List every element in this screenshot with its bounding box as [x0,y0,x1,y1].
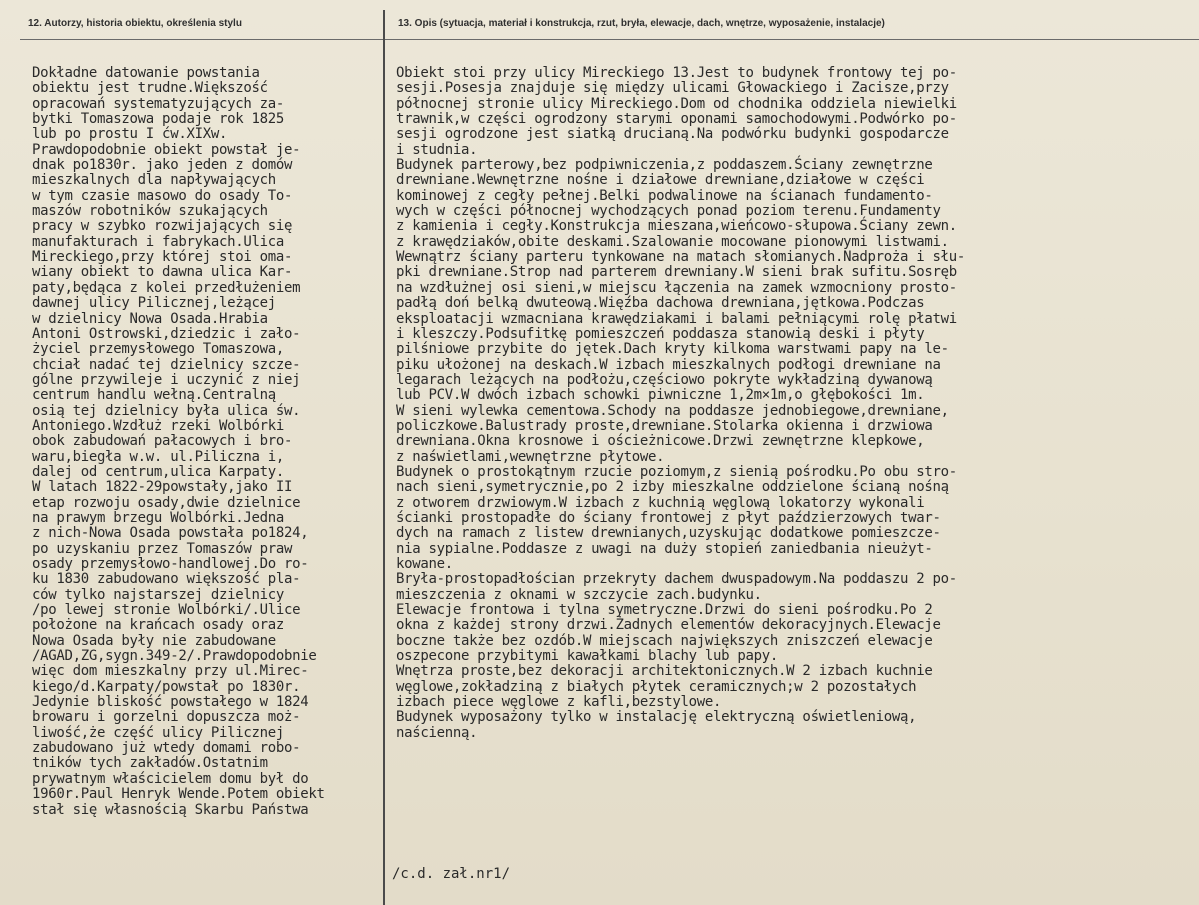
history-text-line: w dzielnicy Nowa Osada.Hrabia [32,310,268,327]
history-text-line: etap rozwoju osady,dwie dzielnice [32,494,301,511]
history-text-line: życiel przemysłowego Tomaszowa, [32,341,284,358]
history-text-line: obiektu jest trudne.Większość [32,80,268,97]
history-text-line: osią tej dzielnicy była ulica św. [32,402,301,419]
history-column [32,66,390,818]
description-text-line: padłą doń belką dwuteową.Więźba dachowa drewniana,jętkowa.Podczas [396,295,925,312]
history-text-line: Dokładne datowanie powstania [32,65,260,81]
description-text-line: Bryła-prostopadłościan przekryty dachem dwuspadowym.Na poddaszu 2 po- [396,571,957,588]
history-text-line: Antoniego.Wzdłuż rzeki Wolbórki [32,417,284,434]
history-text-line: tników tych zakładów.Ostatnim [32,755,268,772]
description-text-line: kominowej z cegły pełnej.Belki podwalinowe na ścianach fundamento- [396,187,933,204]
history-text-line: dawnej ulicy Pilicznej,leżącej [32,295,276,312]
description-text-line: północnej stronie ulicy Mireckiego.Dom od chodnika oddziela niewielki [396,95,957,112]
section-12-header: 12. Autorzy, historia obiektu, określenia stylu [28,18,242,29]
description-text-line: naścienną. [396,724,478,741]
history-text-line: po uzyskaniu przez Tomaszów praw [32,540,293,557]
description-text-line: z kamienia i cegły.Konstrukcja mieszana,wieńcowo-słupowa.Ściany zewn. [396,218,957,235]
history-text-line: /po lewej stronie Wolbórki/.Ulice [32,602,301,619]
description-text-line: oszpecone przybitymi kawałkami blachy lub papy. [396,648,779,665]
description-text-line: Wewnątrz ściany parteru tynkowane na matach słomianych.Nadproża i słu- [396,249,966,266]
history-text-line: Prawdopodobnie obiekt powstał je- [32,141,301,158]
description-text-line: legarach leżących na podłożu,częściowo pokryte wykładziną dywanową [396,371,933,388]
description-text-line: kowane. [396,556,453,572]
history-text-line: lub po prostu I ćw.XIXw. [32,126,228,143]
history-text-line: obok zabudowań pałacowych i bro- [32,433,293,450]
history-text-line: chciał nadać tej dzielnicy szcze- [32,356,301,373]
description-text-line: Budynek wyposażony tylko w instalację elektryczną oświetleniową, [396,709,917,726]
description-text-line: z krawędziaków,obite deskami.Szalowanie mocowane pionowymi listwami. [396,233,949,250]
history-text-line: gólne przywileje i uczynić z niej [32,371,301,388]
history-text-line: centrum handlu wełną.Centralną [32,387,276,404]
description-text-line: z naświetlami,wewnętrzne płytowe. [396,448,665,465]
description-text-line: z otworem drzwiowym.W izbach z kuchnią węglową lokatorzy wykonali [396,494,925,511]
description-text-line: W sieni wylewka cementowa.Schody na poddasze jednobiegowe,drewniane, [396,402,949,419]
description-text-line: węglowe,zokładziną z białych płytek ceramicznych;w 2 pozostałych [396,678,917,695]
description-text-line: na wzdłużnej osi sieni,w miejscu łączenia na zamek wzmocniony prosto- [396,279,957,296]
history-text-line: wiany obiekt to dawna ulica Kar- [32,264,293,281]
description-text-line: lub PCV.W dwóch izbach schowki piwniczne 1,2m×1m,o głębokości 1m. [396,387,925,404]
description-column [396,66,1196,741]
history-text-line: W latach 1822-29powstały,jako II [32,479,293,496]
history-text-line: paty,będąca z kolei przedłużeniem [32,279,301,296]
history-text-line: dalej od centrum,ulica Karpaty. [32,463,284,480]
history-text-line: ców tylko najstarszej dzielnicy [32,586,284,603]
description-text-line: sesji.Posesja znajduje się między ulicami Głowackiego i Zacisze,przy [396,80,949,97]
history-text-line: waru,biegła w.w. ul.Piliczna i, [32,448,284,465]
description-text-line: sesji ogrodzone jest siatką drucianą.Na podwórku budynki gospodarcze [396,126,949,143]
description-text-line: pilśniowe przybite do jętek.Dach kryty kilkoma warstwami papy na le- [396,341,949,358]
description-text-line: Budynek parterowy,bez podpiwniczenia,z poddaszem.Ściany zewnętrzne [396,157,933,174]
history-text-line: Nowa Osada były nie zabudowane [32,632,276,649]
description-text-line: trawnik,w części ogrodzony starymi oponami samochodowymi.Podwórko po- [396,111,957,128]
history-text-line: /AGAD,ZG,sygn.349-2/.Prawdopodobnie [32,648,317,665]
description-text-line: i studnia. [396,141,478,158]
history-text-line: stał się własnością Skarbu Państwa [32,801,309,818]
history-text-line: więc dom mieszkalny przy ul.Mirec- [32,663,309,680]
description-text-line: drewniana.Okna krosnowe i ościeżnicowe.Drzwi zewnętrzne klepkowe, [396,433,925,450]
history-text-line: 1960r.Paul Henryk Wende.Potem obiekt [32,786,325,803]
history-text-line: opracowań systematyzujących za- [32,95,284,112]
history-text-line: liwość,że część ulicy Pilicznej [32,724,284,741]
description-text-line: Elewacje frontowa i tylna symetryczne.Drzwi do sieni pośrodku.Po 2 [396,602,933,619]
description-text-line: nia sypialne.Poddasze z uwagi na duży stopień zaniedbania nieużyt- [396,540,933,557]
description-text-line: drewniane.Wewnętrzne nośne i działowe drewniane,działowe w części [396,172,925,189]
description-text-line: Wnętrza proste,bez dekoracji architektonicznych.W 2 izbach kuchnie [396,663,933,680]
description-text-line: eksploatacji wzmacniana krawędziakami i balami pełniącymi rolę płatwi [396,310,957,327]
history-text-line: maszów robotników szukających [32,203,268,220]
description-text-line: nach sieni,symetrycznie,po 2 izby mieszkalne oddzielone ścianą nośną [396,479,949,496]
history-text-line: mieszkalnych dla napływających [32,172,276,189]
history-text-line: ku 1830 zabudowano większość pla- [32,571,301,588]
description-text-line: piku ułożonej na deskach.W izbach mieszkalnych podłogi drewniane na [396,356,941,373]
description-text-line: Budynek o prostokątnym rzucie poziomym,z sienią pośrodku.Po obu stro- [396,463,957,480]
description-text-line: dych na ramach z listew drewnianych,uzyskując dodatkowe pomieszcze- [396,525,941,542]
history-text-line: Jedynie bliskość powstałego w 1824 [32,694,309,711]
description-text-line: izbach piece węglowe z kafli,bezstylowe. [396,694,722,711]
description-text-line: policzkowe.Balustrady proste,drewniane.Stolarka okienna i drzwiowa [396,417,933,434]
history-text-line: kiego/d.Karpaty/powstał po 1830r. [32,678,301,695]
section-13-header: 13. Opis (sytuacja, materiał i konstrukcja, rzut, bryła, elewacje, dach, wnętrze, wyposażenie, instalacje) [398,18,885,29]
history-text-line: na prawym brzegu Wolbórki.Jedna [32,509,284,526]
description-text-line: ścianki prostopadłe do ściany frontowej z płyt paździerzowych twar- [396,509,941,526]
history-text-line: prywatnym właścicielem domu był do [32,770,309,787]
history-text-line: osady przemysłowo-handlowej.Do ro- [32,556,309,572]
history-text-line: Antoni Ostrowski,dziedzic i zało- [32,325,301,342]
history-text-line: z nich-Nowa Osada powstała po1824, [32,525,309,542]
history-text-line: dnak po1830r. jako jeden z domów [32,157,293,174]
description-text-line: okna z każdej strony drzwi.Żadnych elementów dekoracyjnych.Elewacje [396,617,941,634]
history-text-line: w tym czasie masowo do osady To- [32,187,293,204]
continuation-note: /c.d. zał.nr1/ [392,866,511,882]
history-text-line: Mireckiego,przy której stoi oma- [32,249,293,266]
description-text-line: boczne także bez ozdób.W miejscach największych zniszczeń elewacje [396,632,933,649]
history-text-line: pracy w szybko rozwijających się [32,218,293,235]
history-text-line: położone na krańcach osady oraz [32,617,284,634]
history-text-line: bytki Tomaszowa podaje rok 1825 [32,111,284,128]
description-text-line: mieszczenia z oknami w szczycie zach.budynku. [396,586,762,603]
description-text-line: i kleszczy.Podsufitkę pomieszczeń poddasza stanowią deski i płyty [396,325,925,342]
header-rule [20,39,1199,40]
description-text-line: pki drewniane.Strop nad parterem drewniany.W sieni brak sufitu.Sosręb [396,264,957,281]
description-text-line: Obiekt stoi przy ulicy Mireckiego 13.Jest to budynek frontowy tej po- [396,65,957,81]
history-text-line: zabudowano już wtedy domami robo- [32,740,301,757]
description-text-line: wych w części północnej wychodzących ponad poziom terenu.Fundamenty [396,203,941,220]
history-text-line: manufakturach i fabrykach.Ulica [32,233,284,250]
history-text-line: browaru i gorzelni dopuszcza moż- [32,709,301,726]
